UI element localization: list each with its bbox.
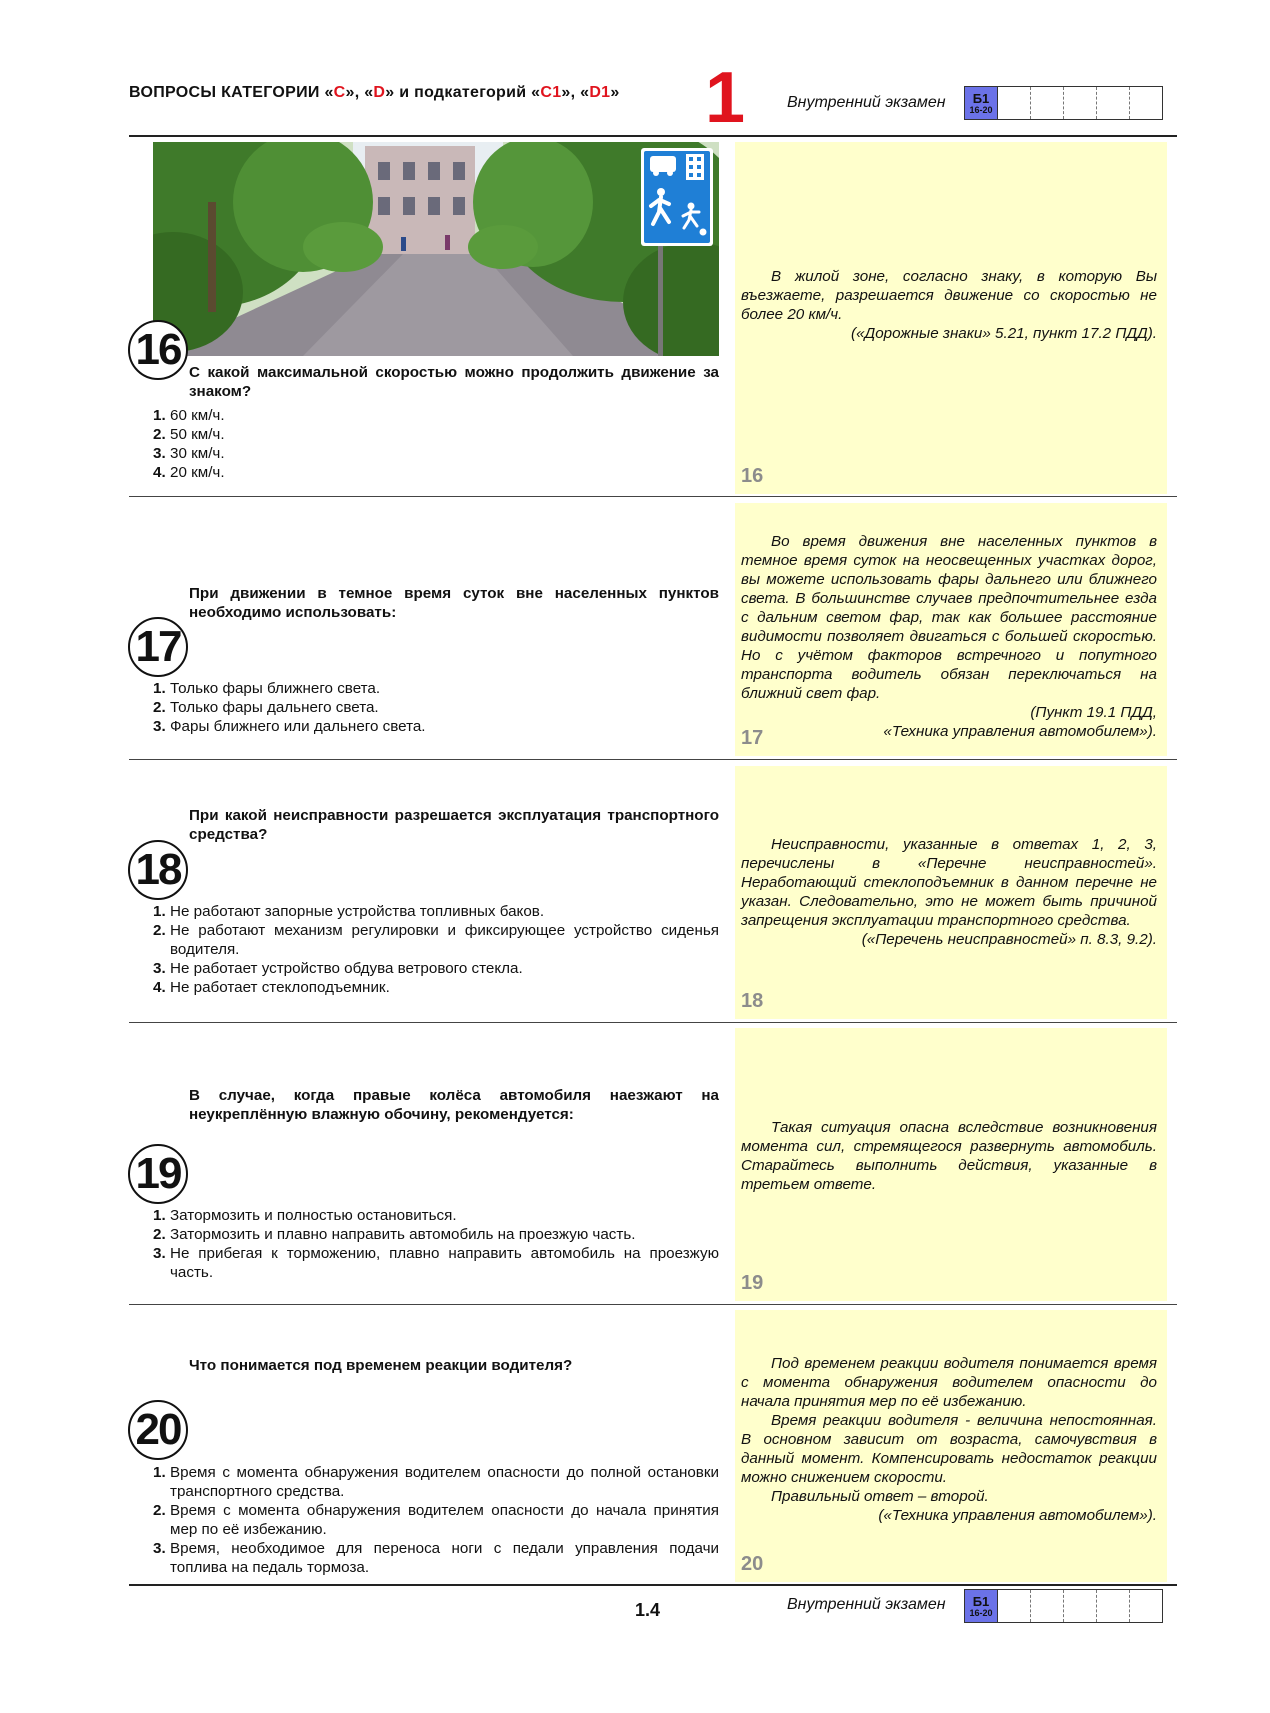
answer-text-16: В жилой зоне, согласно знаку, в которую Вы въезжаете, разрешается движение со скоростью не более 20 км/ч. («Дорожные знаки» 5.21, пункт 17.2 ПДД).	[741, 268, 1157, 342]
footer-rule	[129, 1584, 1177, 1586]
separator-17	[129, 759, 1177, 760]
answer-panel-16	[735, 142, 1167, 494]
option-18-4[interactable]: 4. Не работает стеклоподъемник.	[153, 979, 390, 996]
question-number-17: 17	[128, 617, 188, 677]
question-text-20: Что понимается под временем реакции водителя?	[189, 1357, 573, 1374]
question-text-19: В случае, когда правые колёса автомобиля наезжают на неукреплённую влажную обочину, рекомендуется:	[189, 1087, 719, 1123]
option-20-2[interactable]: 2. Время с момента обнаружения водителем опасности до начала принятия мер по её избежанию.	[153, 1502, 719, 1538]
question-number-19: 19	[128, 1144, 188, 1204]
option-20-1[interactable]: 1. Время с момента обнаружения водителем опасности до полной остановки транспортного средства.	[153, 1464, 719, 1500]
ticket-box	[964, 86, 1163, 120]
option-20-3[interactable]: 3. Время, необходимое для переноса ноги с педали управления подачи топлива на педаль тормоза.	[153, 1540, 719, 1576]
footer-ticket-range: 16-20	[969, 1607, 993, 1618]
question-text-18: При какой неисправности разрешается эксплуатация транспортного средства?	[189, 807, 719, 843]
answer-number-17: 17	[741, 727, 764, 749]
answer-number-16: 16	[741, 465, 764, 487]
footer-ticket-id: Б1	[972, 1593, 990, 1609]
question-number-20: 20	[128, 1400, 188, 1460]
separator-16	[129, 496, 1177, 497]
option-17-2[interactable]: 2. Только фары дальнего света.	[153, 699, 379, 716]
answer-text-18: Неисправности, указанные в ответах 1, 2, 3, перечислены в «Перечне неисправностей». Неработающий стеклоподъемник в данном перечне не указан. Следовательно, это не может быть причиной запрещения эксплуатации транспортного средства. («Перечень неисправностей» п. 8.3, 9.2).	[741, 836, 1157, 948]
footer-exam-label: Внутренний экзамен	[787, 1596, 946, 1613]
section-number: 1	[705, 58, 746, 138]
options-list-20	[153, 1463, 719, 1577]
separator-19	[129, 1304, 1177, 1305]
option-16-1[interactable]: 1. 60 км/ч.	[153, 407, 225, 424]
footer-ticket-id-badge	[965, 1590, 998, 1622]
option-17-3[interactable]: 3. Фары ближнего или дальнего света.	[153, 718, 426, 735]
exam-label: Внутренний экзамен	[787, 94, 946, 111]
separator-18	[129, 1022, 1177, 1023]
answer-text-17: Во время движения вне населенных пунктов в темное время суток на неосвещенных участках дорог, вы можете использовать фары дальнего или ближнего света. В большинстве случаев предпочтительнее езда с дальним светом фар, так как большее расстояние видимости позволяет двигаться с большей скоростью. Но с учётом факторов встречного и попутного транспорта водитель обязан переключаться на ближний свет фар. (Пункт 19.1 ПДД, «Техника управления автомобилем»).	[741, 533, 1157, 740]
option-19-2[interactable]: 2. Затормозить и плавно направить автомобиль на проезжую часть.	[153, 1226, 636, 1243]
question-text-16: С какой максимальной скоростью можно продолжить движение за знаком?	[189, 364, 719, 400]
options-list-17	[153, 679, 719, 736]
header-rule	[129, 135, 1177, 137]
answer-panel-20	[735, 1310, 1167, 1582]
answer-text-20: Под временем реакции водителя понимается время с момента обнаружения водителем опасности до начала принятия мер по её избежанию. Время реакции водителя - величина непостоянная. В основном зависит от возраста, самочувствия в данный момент. Компенсировать недостаток реакции можно снижением скорости. Правильный ответ – второй. («Техника управления автомобилем»).	[741, 1355, 1157, 1524]
answer-number-18: 18	[741, 990, 764, 1012]
question-text-17: При движении в темное время суток вне населенных пунктов необходимо использовать:	[189, 585, 719, 621]
page-number: 1.4	[635, 1600, 661, 1620]
question-photo-living-zone	[153, 142, 719, 356]
option-17-1[interactable]: 1. Только фары ближнего света.	[153, 680, 381, 697]
header-title: ВОПРОСЫ КАТЕГОРИИ «C», «D» и подкатегорий «C1», «D1»	[129, 84, 620, 101]
answer-panel-17	[735, 503, 1167, 756]
option-18-2[interactable]: 2. Не работают механизм регулировки и фиксирующее устройство сиденья водителя.	[153, 922, 719, 958]
option-19-3[interactable]: 3. Не прибегая к торможению, плавно направить автомобиль на проезжую часть.	[153, 1245, 719, 1281]
question-number-18: 18	[128, 840, 188, 900]
options-list-16	[153, 406, 719, 482]
answer-text-19: Такая ситуация опасна вследствие возникновения момента сил, стремящегося развернуть автомобиль. Старайтесь выполнить действия, указанные в третьем ответе.	[741, 1119, 1157, 1193]
answer-number-19: 19	[741, 1272, 764, 1294]
option-18-3[interactable]: 3. Не работает устройство обдува ветрового стекла.	[153, 960, 523, 977]
options-list-18	[153, 902, 719, 997]
option-16-2[interactable]: 2. 50 км/ч.	[153, 426, 225, 443]
option-19-1[interactable]: 1. Затормозить и полностью остановиться.	[153, 1207, 457, 1224]
option-16-3[interactable]: 3. 30 км/ч.	[153, 445, 225, 462]
footer-ticket-box	[964, 1589, 1163, 1623]
living-zone-sign-icon	[641, 148, 713, 246]
ticket-id-badge	[965, 87, 998, 119]
ticket-range: 16-20	[969, 104, 993, 115]
answer-panel-18	[735, 766, 1167, 1019]
question-number-16: 16	[128, 320, 188, 380]
options-list-19	[153, 1206, 719, 1282]
answer-panel-19	[735, 1028, 1167, 1301]
ticket-id: Б1	[972, 90, 990, 106]
option-18-1[interactable]: 1. Не работают запорные устройства топливных баков.	[153, 903, 545, 920]
answer-number-20: 20	[741, 1553, 764, 1575]
option-16-4[interactable]: 4. 20 км/ч.	[153, 464, 225, 481]
